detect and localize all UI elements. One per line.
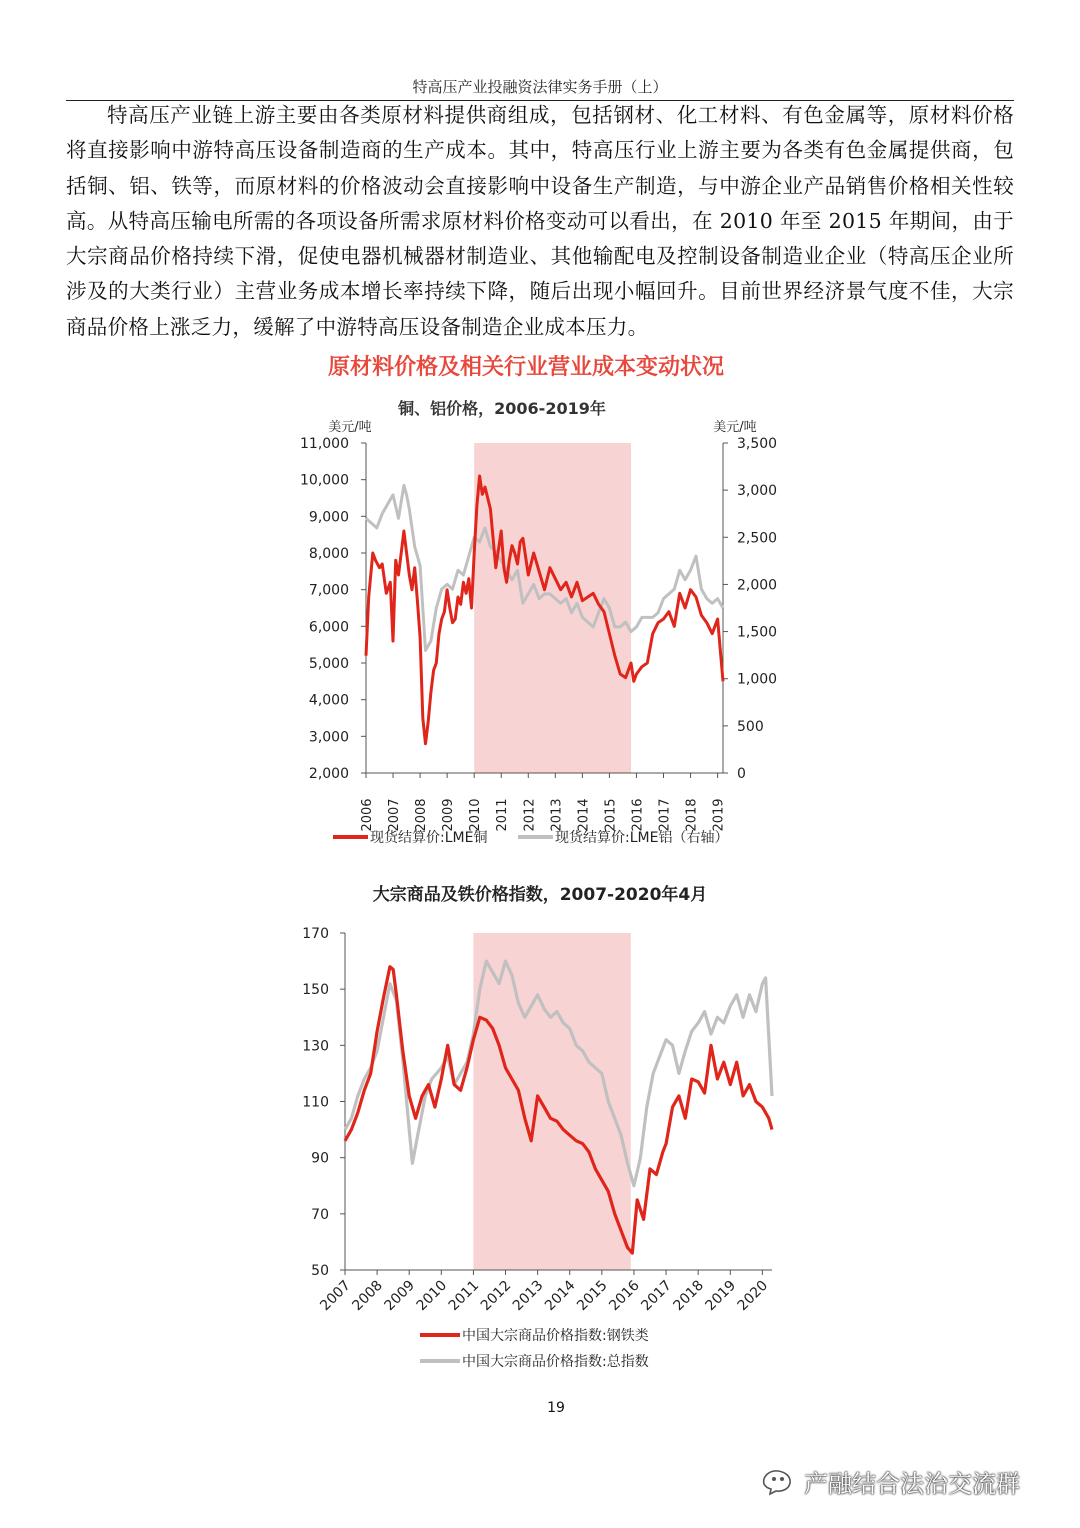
y-tick-label: 50 (311, 1263, 329, 1279)
right-tick-label: 2,500 (737, 530, 778, 547)
x-tick-label: 2020 (734, 1277, 772, 1315)
watermark (758, 1462, 1020, 1500)
x-tick-label: 2019 (702, 1277, 740, 1315)
x-tick-label: 2010 (468, 798, 484, 832)
chart1-title: 铜、铝价格，2006-2019年 (398, 399, 606, 418)
x-tick-label: 2012 (522, 798, 538, 832)
x-tick-label: 2012 (477, 1277, 515, 1315)
left-tick-label: 9,000 (308, 509, 349, 526)
legend-label-total: 中国大宗商品价格指数:总指数 (462, 1354, 649, 1370)
left-tick-label: 2,000 (308, 766, 349, 782)
x-tick-label: 2014 (576, 798, 592, 832)
left-tick-label: 5,000 (308, 656, 349, 672)
x-tick-label: 2015 (603, 798, 619, 832)
chart2-title: 大宗商品及铁价格指数，2007-2020年4月 (372, 885, 708, 905)
legend-label-aluminum: 现货结算价:LME铝（右轴） (555, 830, 729, 846)
left-tick-label: 6,000 (308, 619, 349, 636)
y-tick-label: 170 (302, 926, 329, 942)
x-tick-label: 2011 (445, 1277, 483, 1315)
commodity-index-chart (290, 875, 800, 1385)
page-number: 19 (547, 1400, 565, 1416)
left-tick-label: 4,000 (308, 692, 349, 709)
left-tick-label: 11,000 (300, 436, 349, 452)
x-tick-label: 2017 (638, 1277, 675, 1315)
x-tick-label: 2009 (381, 1277, 419, 1315)
x-tick-label: 2018 (684, 798, 700, 832)
legend-label-steel: 中国大宗商品价格指数:钢铁类 (462, 1328, 649, 1344)
chart1-left-unit: 美元/吨 (328, 420, 372, 435)
left-tick-label: 7,000 (308, 582, 349, 599)
page-header: 特高压产业投融资法律实务手册（上） (412, 78, 668, 96)
wechat-official-account-icon (758, 1466, 798, 1496)
right-tick-label: 500 (737, 718, 764, 735)
x-tick-label: 2017 (657, 798, 673, 832)
x-tick-label: 2007 (317, 1277, 354, 1315)
right-tick-label: 3,500 (737, 436, 778, 452)
right-tick-label: 0 (737, 766, 746, 782)
left-tick-label: 10,000 (300, 472, 349, 489)
x-tick-label: 2013 (549, 798, 565, 832)
legend-label-copper: 现货结算价:LME铜 (370, 830, 488, 846)
x-tick-label: 2011 (495, 798, 511, 832)
body-paragraph: 特高压产业链上游主要由各类原材料提供商组成，包括钢材、化工材料、有色金属等，原材料价格将直接影响中游特高压设备制造商的生产成本。其中，特高压行业上游主要为各类有色金属提供商，包括铜、铝、铁等，而原材料的价格波动会直接影响中设备生产制造，与中游企业产品销售价格相关性较高。从特高压输电所需的各项设备所需求原材料价格变动可以看出，在 2010 年至 2015 年期间，由于大宗商品价格持续下滑，促使电器机械器材制造业、其他输配电及控制设备制造业企业（特高压企业所涉及的大类行业）主营业务成本增长率持续下降，随后出现小幅回升。目前世界经济景气度不佳，大宗商品价格上涨乏力，缓解了中游特高压设备制造企业成本压力。 (66, 103, 1014, 339)
x-tick-label: 2016 (630, 798, 646, 832)
x-tick-label: 2018 (670, 1277, 707, 1315)
x-tick-label: 2008 (349, 1277, 386, 1315)
y-tick-label: 110 (302, 1094, 329, 1111)
left-tick-label: 8,000 (308, 546, 349, 562)
chart1-right-unit: 美元/吨 (713, 420, 757, 435)
x-tick-label: 2006 (360, 798, 375, 832)
x-tick-label: 2009 (441, 798, 457, 832)
x-tick-label: 2019 (711, 798, 727, 832)
figure-title: 原材料价格及相关行业营业成本变动状况 (327, 355, 724, 380)
x-tick-label: 2015 (574, 1277, 611, 1315)
watermark-text: 产融结合法治交流群 (804, 1469, 1020, 1498)
copper-aluminum-price-chart (280, 390, 780, 860)
right-tick-label: 2,000 (737, 577, 778, 594)
x-tick-label: 2014 (542, 1277, 579, 1315)
shaded-period (474, 443, 631, 773)
y-tick-label: 150 (302, 982, 329, 999)
right-tick-label: 3,000 (737, 483, 778, 500)
right-tick-label: 1,500 (737, 624, 778, 641)
x-tick-label: 2008 (414, 798, 430, 832)
x-tick-label: 2010 (413, 1277, 451, 1315)
x-tick-label: 2016 (606, 1277, 643, 1315)
y-tick-label: 130 (302, 1038, 329, 1055)
x-tick-label: 2013 (509, 1277, 547, 1315)
x-tick-label: 2007 (387, 798, 403, 832)
y-tick-label: 70 (311, 1206, 329, 1223)
left-tick-label: 3,000 (308, 729, 349, 746)
y-tick-label: 90 (311, 1150, 329, 1167)
right-tick-label: 1,000 (737, 671, 778, 688)
